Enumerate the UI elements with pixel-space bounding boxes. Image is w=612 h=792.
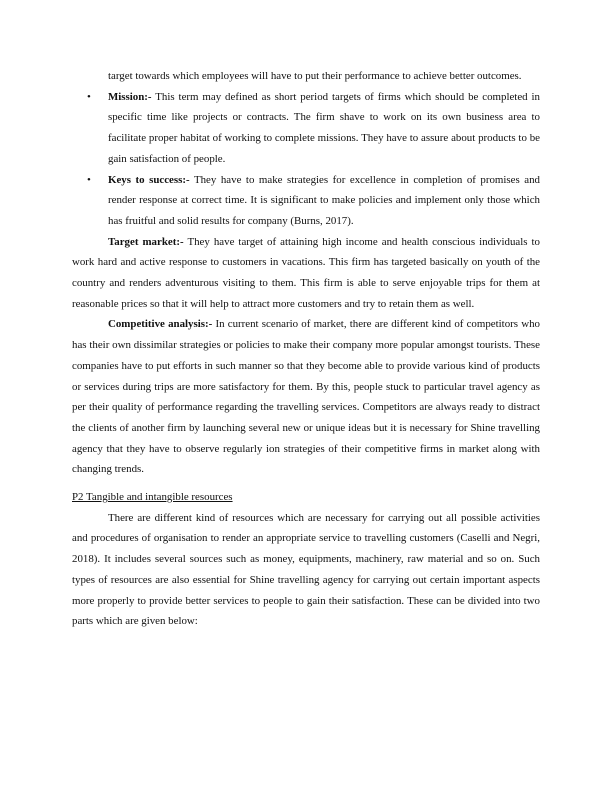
competitive-analysis-text: In current scenario of market, there are different kind of competitors who has their own dissimilar strategies or policies to make their company more popular amongst tourists. These companies have to put efforts in such manner so that they become able to provide various kind of products or services during trips are more satisfactory for them. By this, people stuck to particular travel agency as per their quality of performance regarding the travelling services. Competitors are always ready to distract the clients of another firm by launching several new or unique ideas but it is necessary for Shine travelling agency that they have to observe regularly ion strategies of their competitive firms in market along with changing trends. <box>72 318 540 476</box>
target-market-term: Target market:- <box>108 235 184 248</box>
bullet-icon: • <box>87 173 91 186</box>
continuation-paragraph: target towards which employees will have to put their performance to achieve better outcomes. <box>108 70 522 82</box>
target-market-paragraph <box>72 232 540 315</box>
bullet-mission <box>72 87 540 170</box>
bullet-icon: • <box>87 90 91 103</box>
document-page <box>72 66 540 632</box>
bullet-text: This term may defined as short period targets of firms which should be completed in specific time like projects or contracts. The firm shave to work on its own business area to facilitate proper habitat of working to complete missions. They have to assure about products to be gain satisfaction of people. <box>108 90 540 165</box>
competitive-analysis-term: Competitive analysis:- <box>108 318 213 331</box>
bullet-term: Mission:- <box>108 90 152 103</box>
bullet-text: They have to make strategies for excellence in completion of promises and render response at correct time. It is significant to make policies and implement only those which has fruitful and solid results for company (Burns, 2017). <box>108 173 540 227</box>
competitive-analysis-paragraph <box>72 314 540 480</box>
bullet-term: Keys to success:- <box>108 173 190 186</box>
target-market-text: They have target of attaining high income and health conscious individuals to work hard and active response to customers in vacations. This firm has targeted basically on youth of the country and renders adventurous visiting to them. This firm is able to serve enjoyable trips for them at reasonable prices so that it will help to attract more customers and try to retain them as well. <box>72 235 541 310</box>
resources-paragraph: There are different kind of resources which are necessary for carrying out all possible activities and procedures of organisation to render an appropriate service to travelling customers (Caselli and Negri, 2018). It includes several sources such as money, equipments, machinery, raw material and so on. Such types of resources are also essential for Shine travelling agency for carrying out certain important aspects more properly to provide better services to people to gain their satisfaction. These can be divided into two parts which are given below: <box>72 511 540 628</box>
bullet-keys-to-success <box>72 170 540 232</box>
section-heading: P2 Tangible and intangible resources <box>72 491 233 504</box>
